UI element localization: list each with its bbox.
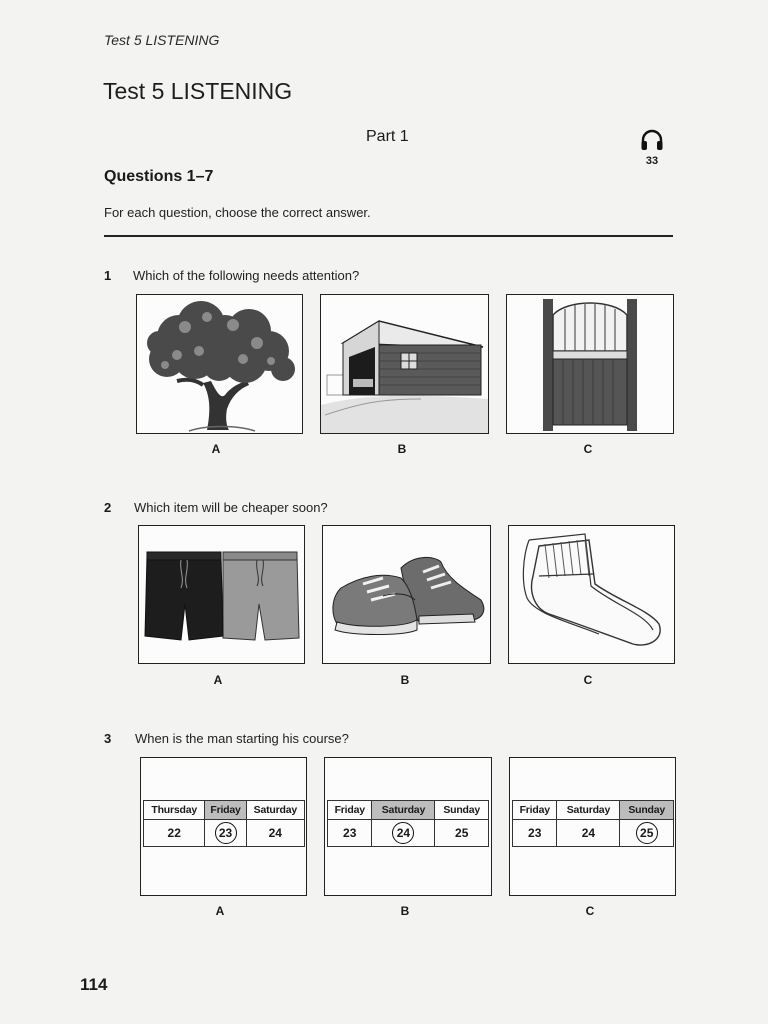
calendar-day-highlighted: Sunday — [620, 801, 674, 820]
audio-track-indicator — [638, 128, 666, 167]
calendar-table — [327, 800, 489, 847]
calendar-day: Sunday — [435, 801, 489, 820]
calendar-date: 22 — [144, 820, 205, 847]
option-letter: B — [397, 442, 407, 456]
calendar-table — [512, 800, 674, 847]
divider — [104, 235, 673, 237]
page-title: Test 5 LISTENING — [103, 78, 293, 104]
option-socks-image[interactable] — [508, 525, 675, 664]
calendar-date-circled: 23 — [205, 820, 246, 847]
option-calendar-b[interactable] — [324, 757, 492, 896]
calendar-day: Saturday — [246, 801, 304, 820]
calendar-day: Friday — [328, 801, 372, 820]
audio-track-number: 33 — [645, 155, 659, 167]
option-trainers-image[interactable] — [322, 525, 491, 664]
question-text: Which of the following needs attention? — [133, 268, 360, 283]
option-tree-image[interactable] — [136, 294, 303, 434]
calendar-date: 23 — [328, 820, 372, 847]
calendar-date: 23 — [513, 820, 557, 847]
option-letter: C — [585, 904, 595, 918]
option-letter: C — [583, 673, 593, 687]
instruction-text: For each question, choose the correct answer. — [104, 205, 371, 220]
option-gate-image[interactable] — [506, 294, 674, 434]
option-letter: A — [211, 442, 221, 456]
question-number: 1 — [104, 268, 112, 283]
running-head: Test 5 LISTENING — [104, 32, 220, 48]
option-garage-image[interactable] — [320, 294, 489, 434]
option-letter: A — [213, 673, 223, 687]
headphones-icon — [639, 128, 665, 152]
calendar-date-circled: 24 — [372, 820, 435, 847]
option-calendar-a[interactable] — [140, 757, 307, 896]
option-letter: A — [215, 904, 225, 918]
calendar-day: Saturday — [557, 801, 620, 820]
calendar-date-circled: 25 — [620, 820, 674, 847]
question-number: 3 — [104, 731, 112, 746]
calendar-date: 24 — [246, 820, 304, 847]
question-number: 2 — [104, 500, 112, 515]
option-calendar-c[interactable] — [509, 757, 676, 896]
option-letter: C — [583, 442, 593, 456]
calendar-date: 25 — [435, 820, 489, 847]
option-shorts-image[interactable] — [138, 525, 305, 664]
question-text: Which item will be cheaper soon? — [134, 500, 328, 515]
calendar-day: Thursday — [144, 801, 205, 820]
question-text: When is the man starting his course? — [135, 731, 349, 746]
calendar-date: 24 — [557, 820, 620, 847]
calendar-day-highlighted: Saturday — [372, 801, 435, 820]
tree-illustration — [137, 295, 302, 433]
calendar-table — [143, 800, 305, 847]
part-title: Part 1 — [366, 128, 409, 145]
questions-heading: Questions 1–7 — [104, 168, 214, 185]
trainers-illustration — [323, 526, 490, 663]
gate-illustration — [507, 295, 673, 433]
socks-illustration — [509, 526, 674, 663]
garage-illustration — [321, 295, 488, 433]
calendar-day: Friday — [513, 801, 557, 820]
option-letter: B — [400, 904, 410, 918]
calendar-day-highlighted: Friday — [205, 801, 246, 820]
page-number: 114 — [80, 975, 108, 994]
shorts-illustration — [139, 526, 304, 663]
option-letter: B — [400, 673, 410, 687]
